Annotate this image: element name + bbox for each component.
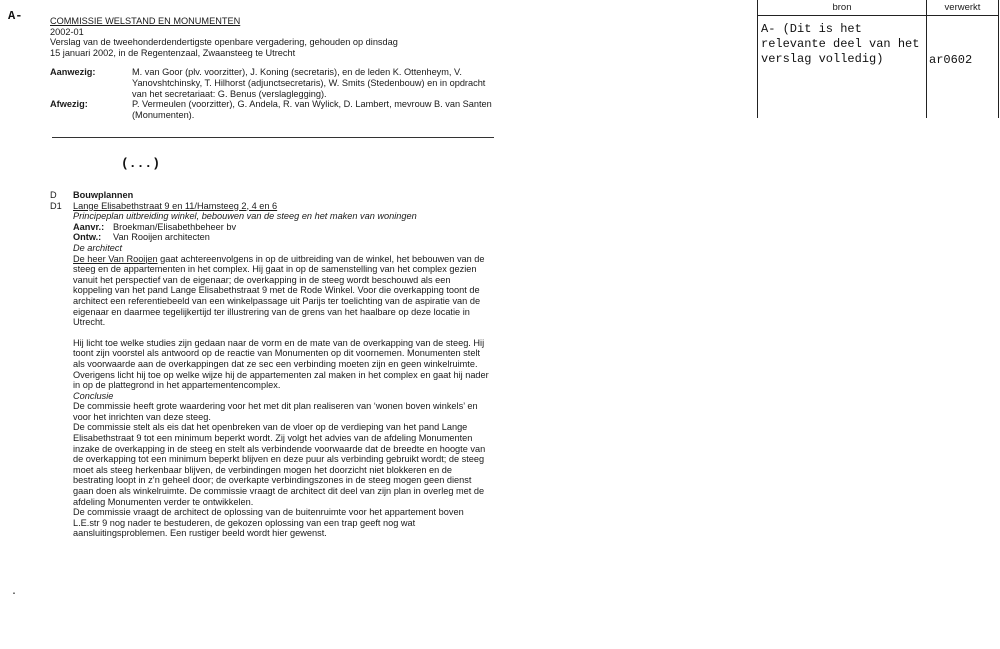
report-line-1: Verslag van de tweehonderdendertigste openbare vergadering, gehouden op dinsdag xyxy=(50,37,398,48)
absent-row xyxy=(50,99,510,120)
paragraph-studies: Hij licht toe welke studies zijn gedaan naar de vorm en de mate van de overkapping van de steeg. Hij toont zijn voorstel als antwoord op de reactie van Monumenten op dit voornemen. Monumenten stelt als voorwaarde aan de overkappingen dat ze sec een verbinding moeten zijn en geen winkelruimte. xyxy=(73,337,485,369)
item-number: D1 xyxy=(50,200,62,211)
header-divider xyxy=(52,137,494,138)
item-heading-row xyxy=(50,201,495,212)
conclusion-heading: Conclusie xyxy=(73,390,114,401)
bron-note: A- (Dit is het relevante deel van het verslag volledig) xyxy=(761,22,920,66)
paragraph-architect-text: gaat achtereenvolgens in op de uitbreiding van de winkel, het bebouwen van de steeg en de appartementen in het complex. Hij gaat in op de samenstelling van het complex gezien vanuit het perspectief van de eigenaar; de overkapping in de steeg wordt beschouwd als een koppeling van het pand Lange Elisabethstraat 9 met de Rode Winkel. Voor die overkapping toont de architect een referentiebeeld van een winkelpassage uit Parijs ter toelichting van de aspiratie van de eigenaar en daarmee tegelijkertijd ter illustrering van de grens van het haalbare op deze locatie in Utrecht. xyxy=(73,253,485,328)
designer-row xyxy=(73,232,491,243)
omission-ellipsis: (...) xyxy=(121,156,161,171)
applicant-label: Aanvr.: xyxy=(73,221,105,232)
item-subtitle: Principeplan uitbreiding winkel, bebouwen van de steeg en het maken van woningen xyxy=(73,211,417,222)
header-verwerkt: verwerkt xyxy=(927,0,998,16)
paragraph-architect xyxy=(73,254,491,328)
verwerkt-code: ar0602 xyxy=(929,53,973,67)
paragraph-apartments: Overigens licht hij toe op welke wijze hij de appartementen zal maken in het complex en gaat hij nader in op de plattegrond in het appartementencomplex. xyxy=(73,369,489,391)
present-label: Aanwezig: xyxy=(50,67,96,78)
designer-label: Ontw.: xyxy=(73,232,102,243)
section-title: Bouwplannen xyxy=(73,190,134,200)
stray-mark: . xyxy=(11,587,18,598)
item-address: Lange Elisabethstraat 9 en 11/Hamsteeg 2, 4 en 6 xyxy=(73,200,278,211)
report-header xyxy=(50,16,510,120)
present-row xyxy=(50,67,510,99)
source-table xyxy=(757,0,999,118)
section-letter: D xyxy=(50,190,57,200)
conclusion-paragraph-2: De commissie stelt als eis dat het openbreken van de vloer op de verdieping van het pand Lange Elisabethstraat 9 tot een minimum beperkt wordt. Zij volgt het advies van de afdeling Monumenten inzake de overkapping in de steeg en stelt als verbindende voorwaarde dat de breedte en hoogte van de overkapping tot een minimum beperkt blijven en deze puur als verbinding gebruikt wordt; de steeg moet als steeg herkenbaar blijven, de verbindingen mogen het doorzicht niet blokkeren en de bestrating loopt in z’n geheel door; de overkapte verbindingszones in de steeg mogen geen dienst gaan doen als winkelruimte. De commissie vraagt de architect dit deel van zijn plan in overleg met de afdeling Monumenten verder te ontwikkelen. xyxy=(73,422,486,507)
conclusion-paragraph-3: De commissie vraagt de architect de oplossing van de buitenruimte voor het appartement boven L.E.str 9 nog nader te bestuderen, de gekozen oplossing van een trap geeft nog wat aansluitingsproblemen. Een rustiger beeld wordt hier gewenst. xyxy=(73,507,464,539)
document-marker: A- xyxy=(8,9,23,23)
report-number: 2002-01 xyxy=(50,26,84,37)
committee-title: COMMISSIE WELSTAND EN MONUMENTEN xyxy=(50,16,241,26)
designer-value: Van Rooijen architecten xyxy=(113,232,210,243)
absent-text: P. Vermeulen (voorzitter), G. Andela, R. van Wylick, D. Lambert, mevrouw B. van Santen (Monumenten). xyxy=(132,99,492,120)
conclusion-paragraph-1: De commissie heeft grote waardering voor het met dit plan realiseren van ‘wonen boven winkels’ en voor het inrichten van deze steeg. xyxy=(73,401,478,422)
section-bouwplannen xyxy=(50,190,495,539)
header-bron: bron xyxy=(758,0,927,16)
report-line-2: 15 januari 2002, in de Regentenzaal, Zwaansteeg te Utrecht xyxy=(50,47,296,58)
architect-name: De heer Van Rooijen xyxy=(73,253,158,264)
section-heading-row xyxy=(50,190,495,201)
absent-label: Afwezig: xyxy=(50,99,88,110)
table-column-divider xyxy=(926,15,927,118)
applicant-row xyxy=(73,222,491,233)
present-text: M. van Goor (plv. voorzitter), J. Koning (secretaris), en de leden K. Ottenheym, V. Yanovshtchinsky, T. Hilhorst (adjunctsecretaris), W. Smits (Stedenbouw) en in opdracht van het secretariaat: G. Benus (verslaglegging). xyxy=(132,67,486,99)
architect-heading: De architect xyxy=(73,242,123,253)
applicant-value: Broekman/Elisabethbeheer bv xyxy=(113,221,237,232)
